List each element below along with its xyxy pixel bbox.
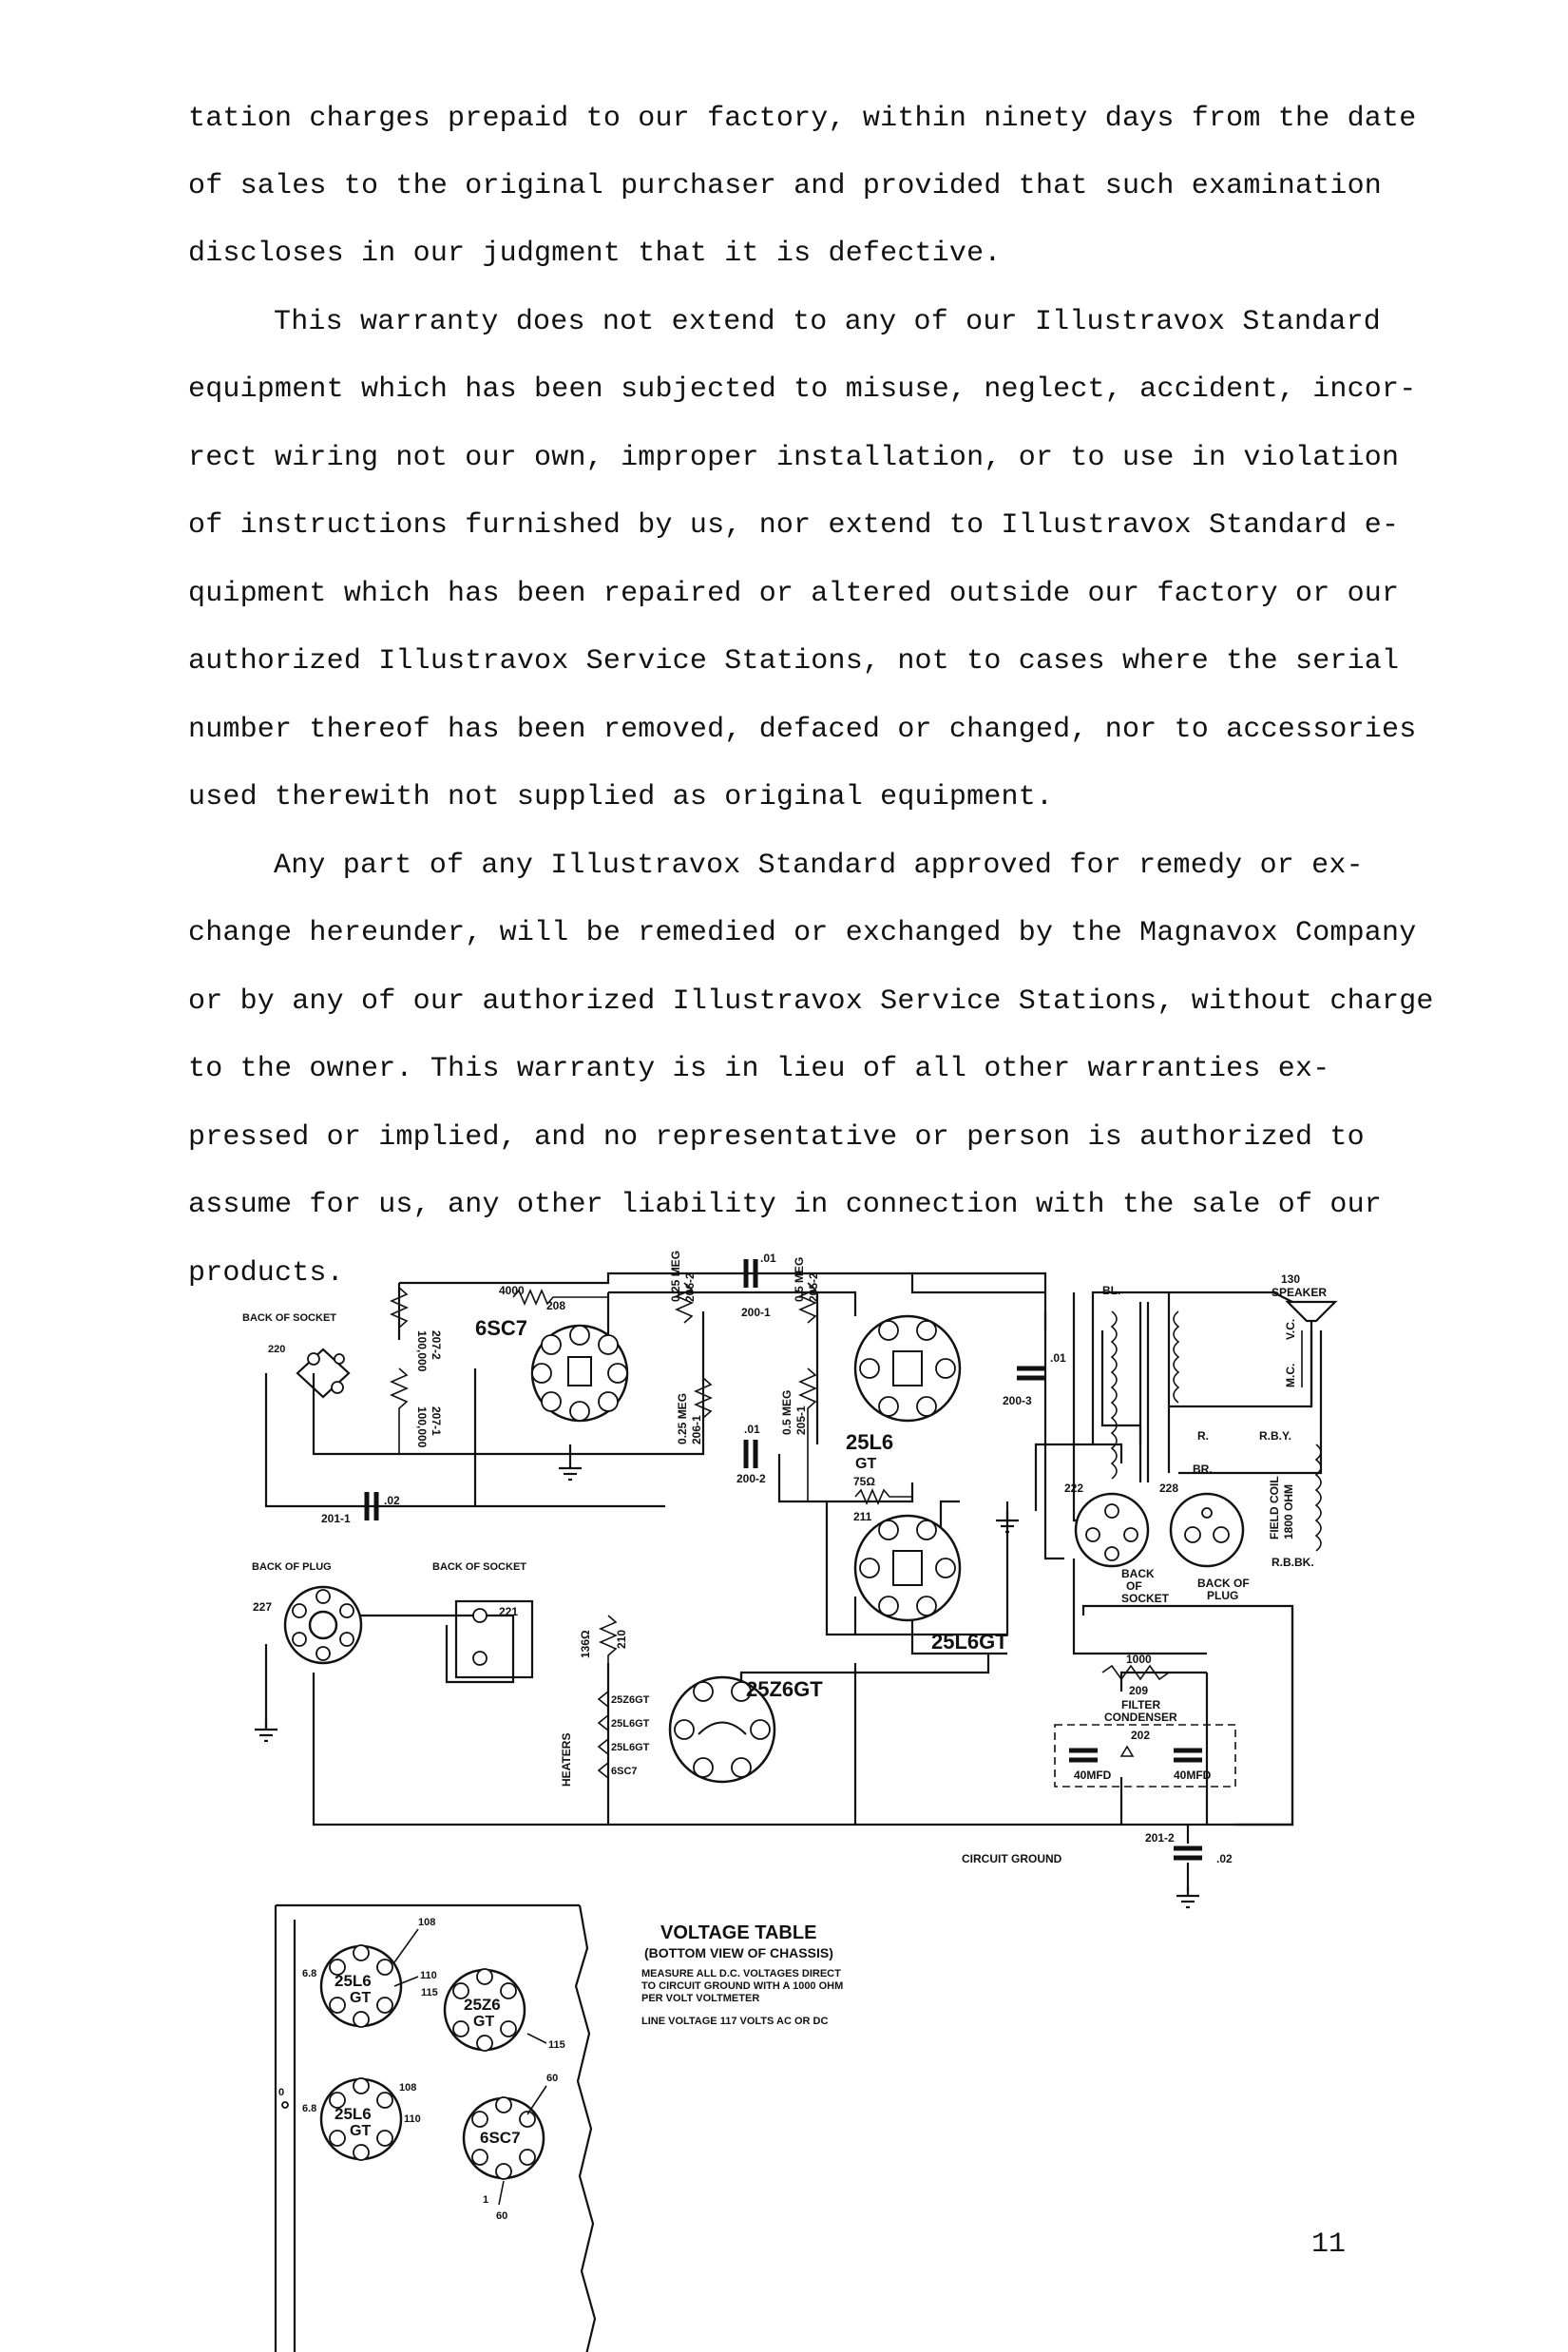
vt-tube-a: 25L6 (335, 1972, 372, 1990)
vt-tube-d: 6SC7 (480, 2129, 521, 2147)
label-filter: FILTER (1121, 1698, 1161, 1711)
label-socket: SOCKET (1121, 1592, 1170, 1605)
label-br: BR. (1193, 1463, 1213, 1476)
label-200-2: 200-2 (736, 1472, 766, 1485)
label-heaters: HEATERS (560, 1732, 573, 1787)
label-100000: 100,000 (415, 1330, 429, 1372)
label-r: R. (1197, 1429, 1209, 1443)
label-201-2: 201-2 (1145, 1831, 1175, 1845)
input-socket-220 (297, 1349, 349, 1397)
vt-c-6-8: 6.8 (302, 2103, 317, 2114)
vt-c-108: 108 (399, 2082, 417, 2094)
vt-d-60: 60 (496, 2210, 508, 2222)
text-line: of instructions furnished by us, nor extend to Illustravox Standard e- (188, 509, 1400, 542)
label-back-of-plug: BACK OF PLUG (252, 1561, 332, 1573)
vt-b-115: 115 (548, 2039, 565, 2051)
vt-tube-c: 25L6 (335, 2105, 372, 2123)
text-line: authorized Illustravox Service Stations, not to cases where the serial (188, 645, 1400, 678)
label-210: 210 (615, 1629, 628, 1649)
label-025meg: 0.25 MEG (676, 1392, 689, 1444)
label-01: .01 (760, 1252, 776, 1265)
label-209: 209 (1129, 1684, 1149, 1697)
label-05meg: 0.5 MEG (780, 1389, 794, 1435)
text-line: pressed or implied, and no representative or person is authorized to (188, 1121, 1365, 1154)
label-208: 208 (546, 1299, 566, 1312)
label-222: 222 (1064, 1482, 1084, 1495)
label-207-1: 207-1 (430, 1406, 443, 1436)
label-4000: 4000 (499, 1284, 525, 1297)
text-line: number thereof has been removed, defaced or changed, nor to accessories (188, 714, 1417, 746)
label-vc: V.C. (1284, 1318, 1297, 1340)
text-line: Any part of any Illustravox Standard approved for remedy or ex- (274, 850, 1364, 882)
label-1800-ohm: 1800 OHM (1282, 1483, 1295, 1539)
label-field-coil: FIELD COIL (1268, 1476, 1281, 1539)
text-line: of sales to the original purchaser and provided that such examination (188, 170, 1383, 202)
voltage-table-line-voltage: LINE VOLTAGE 117 VOLTS AC OR DC (641, 2016, 829, 2027)
vt-tube-a-gt: GT (350, 1990, 372, 2006)
voltage-table-note: PER VOLT VOLTMETER (641, 1993, 760, 2004)
vt-d-60: 60 (546, 2073, 559, 2084)
tube-25l6-top (855, 1316, 960, 1421)
plug-227 (285, 1587, 361, 1663)
plug-228 (1171, 1494, 1243, 1566)
label-202: 202 (1131, 1729, 1151, 1742)
resistor-209 (1102, 1666, 1207, 1679)
heater-string (599, 1692, 608, 1778)
label-025meg: 0.25 MEG (669, 1250, 682, 1302)
text-line: products. (188, 1257, 344, 1290)
label-40mfd: 40MFD (1074, 1769, 1112, 1782)
vt-a-110: 110 (420, 1970, 437, 1981)
label-201-1: 201-1 (321, 1512, 351, 1525)
text-line: rect wiring not our own, improper installation, or to use in violation (188, 442, 1400, 474)
vt-zero: 0 (278, 2087, 285, 2098)
label-207-2: 207-2 (430, 1330, 443, 1360)
resistor-207-1 (392, 1368, 407, 1454)
label-02: .02 (1216, 1852, 1233, 1865)
vt-tube-c-gt: GT (350, 2123, 372, 2139)
ground-symbol (255, 1720, 277, 1741)
label-of: OF (1126, 1579, 1142, 1593)
label-gt: GT (855, 1456, 877, 1472)
label-130: 130 (1281, 1272, 1301, 1286)
capacitor-200-2 (746, 1440, 755, 1468)
label-220: 220 (268, 1344, 286, 1355)
vt-a-6-8: 6.8 (302, 1968, 317, 1979)
vt-d-1: 1 (483, 2194, 489, 2206)
tube-6sc7 (532, 1326, 627, 1421)
vt-tube-b: 25Z6 (464, 1996, 501, 2014)
label-02: .02 (384, 1494, 400, 1507)
label-75ohm: 75Ω (853, 1475, 875, 1488)
label-circuit-ground: CIRCUIT GROUND (962, 1852, 1062, 1865)
voltage-table-subtitle: (BOTTOM VIEW OF CHASSIS) (644, 1945, 833, 1960)
ground-symbol (1176, 1886, 1199, 1907)
text-line: equipment which has been subjected to misuse, neglect, accident, incor- (188, 373, 1417, 406)
label-100000: 100,000 (415, 1406, 429, 1448)
label-1000: 1000 (1126, 1653, 1152, 1666)
speaker-icon (1288, 1302, 1335, 1406)
label-227: 227 (253, 1600, 273, 1614)
capacitor-201-2 (1174, 1848, 1202, 1858)
vt-c-110: 110 (404, 2113, 421, 2125)
text-line: This warranty does not extend to any of our Illustravox Standard (274, 306, 1381, 338)
voltage-table-diagram (276, 1905, 601, 2352)
resistor-210 (601, 1616, 616, 1663)
label-25l6gt: 25L6GT (611, 1718, 650, 1730)
socket-222 (1076, 1494, 1148, 1566)
label-25z6gt: 25Z6GT (611, 1694, 650, 1706)
label-6sc7: 6SC7 (475, 1316, 528, 1340)
label-bl: BL. (1102, 1284, 1121, 1297)
label-221: 221 (499, 1605, 519, 1618)
label-01: .01 (744, 1423, 760, 1436)
label-25l6gt: 25L6GT (611, 1742, 650, 1753)
label-200-3: 200-3 (1003, 1394, 1032, 1407)
text-line: change hereunder, will be remedied or exchanged by the Magnavox Company (188, 917, 1417, 949)
label-speaker: SPEAKER (1272, 1286, 1328, 1299)
capacitor-200-3 (1017, 1368, 1045, 1378)
label-condenser: CONDENSER (1104, 1711, 1177, 1724)
socket-221 (456, 1601, 532, 1677)
text-line: discloses in our judgment that it is defective. (188, 238, 1002, 270)
label-211: 211 (853, 1510, 872, 1523)
label-205-2: 205-2 (807, 1272, 820, 1302)
label-206-2: 206-2 (683, 1272, 697, 1302)
label-plug: PLUG (1207, 1589, 1239, 1602)
label-206-1: 206-1 (690, 1415, 703, 1444)
label-205-1: 205-1 (794, 1405, 808, 1435)
ground-symbol (559, 1444, 582, 1480)
text-line: to the owner. This warranty is in lieu of all other warranties ex- (188, 1053, 1330, 1085)
label-25z6gt: 25Z6GT (746, 1677, 823, 1701)
label-back-of: BACK OF (1197, 1577, 1250, 1590)
voltage-table-note: TO CIRCUIT GROUND WITH A 1000 OHM (641, 1980, 844, 1992)
label-mc: M.C. (1284, 1363, 1297, 1387)
label-back-of-socket: BACK OF SOCKET (432, 1561, 526, 1573)
vt-a-108: 108 (418, 1917, 436, 1928)
text-line: tation charges prepaid to our factory, within ninety days from the date (188, 103, 1417, 135)
text-line: or by any of our authorized Illustravox Service Stations, without charge (188, 985, 1434, 1018)
text-line: quipment which has been repaired or altered outside our factory or our (188, 578, 1400, 610)
label-25l6: 25L6 (846, 1430, 894, 1454)
schematic-labels (242, 1251, 1327, 1865)
label-200-1: 200-1 (741, 1306, 771, 1319)
label-back: BACK (1121, 1567, 1155, 1580)
label-136ohm: 136Ω (579, 1630, 592, 1658)
voltage-table-title: VOLTAGE TABLE (660, 1922, 817, 1943)
text-line: assume for us, any other liability in connection with the sale of our (188, 1189, 1383, 1221)
label-6sc7: 6SC7 (611, 1766, 638, 1777)
vt-tube-b-gt: GT (473, 2014, 495, 2030)
label-228: 228 (1159, 1482, 1179, 1495)
label-back-of-socket: BACK OF SOCKET (242, 1312, 336, 1324)
label-rby: R.B.Y. (1259, 1429, 1292, 1443)
tube-25l6gt (855, 1516, 960, 1620)
label-rbbk: R.B.BK. (1272, 1556, 1314, 1569)
label-01: .01 (1050, 1351, 1066, 1365)
vt-a-115: 115 (421, 1987, 438, 1998)
label-25l6gt: 25L6GT (931, 1630, 1008, 1654)
label-40mfd: 40MFD (1174, 1769, 1212, 1782)
text-line: used therewith not supplied as original equipment. (188, 781, 1054, 813)
label-05meg: 0.5 MEG (793, 1256, 806, 1302)
page-number: 11 (1311, 2228, 1347, 2261)
voltage-table-note: MEASURE ALL D.C. VOLTAGES DIRECT (641, 1968, 841, 1979)
